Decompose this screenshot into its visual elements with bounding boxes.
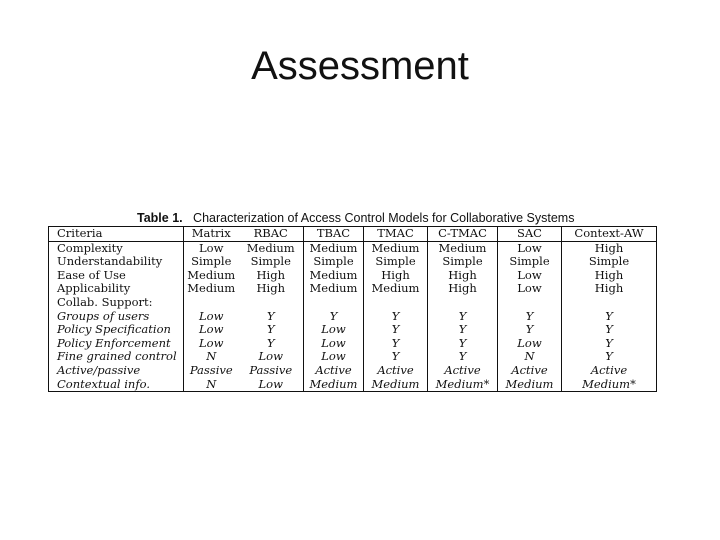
row-criterion: Collab. Support: <box>49 296 184 310</box>
table-cell: Medium <box>304 269 364 283</box>
row-criterion: Contextual info. <box>49 378 184 392</box>
table-cell: Active <box>562 364 657 378</box>
table-cell: Simple <box>191 255 232 269</box>
table-cell: Low <box>199 309 224 323</box>
table-body <box>49 241 657 392</box>
table-cell: Medium* <box>428 378 498 392</box>
table-row <box>49 337 657 351</box>
table-cell: Low <box>498 269 562 283</box>
row-criterion: Ease of Use <box>49 269 184 283</box>
row-criterion: Groups of users <box>49 310 184 324</box>
table-cell: Y <box>239 337 304 351</box>
slide-title: Assessment <box>251 44 469 88</box>
column-header: TMAC <box>364 227 428 242</box>
row-criterion: Complexity <box>49 241 184 255</box>
row-criterion: Policy Specification <box>49 323 184 337</box>
table-cell: Active <box>428 364 498 378</box>
table-cell: Y <box>428 337 498 351</box>
table-cell: Y <box>304 310 364 324</box>
table-cell: High <box>428 282 498 296</box>
table-cell: Low <box>498 282 562 296</box>
column-header: TBAC <box>304 227 364 242</box>
table-cell: Y <box>562 310 657 324</box>
table-cell: Y <box>498 310 562 324</box>
table-cell: Medium <box>364 282 428 296</box>
table-cell: Y <box>428 350 498 364</box>
table-row <box>49 350 657 364</box>
table-cell: Low <box>239 378 304 392</box>
table-cell: Simple <box>239 255 304 269</box>
table-cell <box>364 296 428 310</box>
table-cell: Active <box>304 364 364 378</box>
table-cell: Low <box>199 241 224 255</box>
table-cell: Low <box>199 336 224 350</box>
table-cell: Low <box>239 350 304 364</box>
table-cell: Y <box>239 310 304 324</box>
table-cell <box>304 296 364 310</box>
table-row <box>49 364 657 378</box>
table-row <box>49 282 657 296</box>
table-cell: Medium <box>498 378 562 392</box>
row-criterion: Understandability <box>49 255 184 269</box>
table-cell: Passive <box>239 364 304 378</box>
table-cell: High <box>562 241 657 255</box>
table-cell: Simple <box>498 255 562 269</box>
table-cell: Y <box>239 323 304 337</box>
table-cell: Simple <box>428 255 498 269</box>
table-row <box>49 323 657 337</box>
table-cell: High <box>562 282 657 296</box>
table-cell <box>498 296 562 310</box>
table-cell: Low <box>199 323 224 337</box>
table-caption-text: Characterization of Access Control Models for Collaborative Systems <box>193 211 575 225</box>
table-cell: Y <box>428 310 498 324</box>
table-cell: Low <box>304 323 364 337</box>
table-cell: Y <box>364 310 428 324</box>
table-cell: Active <box>364 364 428 378</box>
table-row <box>49 241 657 255</box>
table-cell: Medium <box>428 241 498 255</box>
column-header: C-TMAC <box>428 227 498 242</box>
table-row <box>49 255 657 269</box>
table-row <box>49 269 657 283</box>
table-cell: Medium <box>364 241 428 255</box>
table-cell: Y <box>364 350 428 364</box>
table-cell: Y <box>498 323 562 337</box>
table-cell: Low <box>304 350 364 364</box>
row-criterion: Active/passive <box>49 364 184 378</box>
table-row <box>49 296 657 310</box>
access-control-table <box>48 226 657 392</box>
table-cell: Medium <box>187 268 236 282</box>
table-cell: N <box>206 350 217 364</box>
table-cell: N <box>498 350 562 364</box>
table-container <box>48 226 656 392</box>
table-cell: Low <box>304 337 364 351</box>
table-cell: High <box>428 269 498 283</box>
table-cell: Simple <box>304 255 364 269</box>
table-cell: Medium <box>304 378 364 392</box>
table-cell: Medium <box>239 241 304 255</box>
table-cell: Y <box>364 337 428 351</box>
column-header: Matrix <box>191 226 231 240</box>
row-criterion: Policy Enforcement <box>49 337 184 351</box>
table-cell: Y <box>562 323 657 337</box>
row-criterion: Fine grained control <box>49 350 184 364</box>
table-cell: High <box>239 282 304 296</box>
table-cell: Low <box>498 337 562 351</box>
table-caption-label: Table 1. <box>137 211 183 225</box>
table-cell: Medium <box>304 282 364 296</box>
table-cell: Medium <box>364 378 428 392</box>
table-cell: Simple <box>364 255 428 269</box>
column-header: RBAC <box>239 227 304 242</box>
table-cell: Y <box>562 337 657 351</box>
table-cell: Passive <box>189 363 233 377</box>
table-row <box>49 378 657 392</box>
table-cell: Active <box>498 364 562 378</box>
table-cell: N <box>206 377 217 391</box>
column-header: SAC <box>498 227 562 242</box>
table-cell: High <box>364 269 428 283</box>
column-header: Context-AW <box>562 227 657 242</box>
row-criterion: Applicability <box>49 282 184 296</box>
table-cell: High <box>562 269 657 283</box>
column-header: Criteria <box>49 227 184 242</box>
table-cell: Medium <box>187 282 236 296</box>
table-cell: Y <box>562 350 657 364</box>
table-cell: Simple <box>562 255 657 269</box>
table-caption <box>137 211 574 225</box>
table-cell: Y <box>364 323 428 337</box>
table-cell: High <box>239 269 304 283</box>
table-cell <box>239 296 304 310</box>
table-cell: Low <box>498 241 562 255</box>
table-cell <box>184 296 239 310</box>
table-cell: Y <box>428 323 498 337</box>
table-header-row <box>49 227 657 242</box>
table-cell: Medium <box>304 241 364 255</box>
table-row <box>49 310 657 324</box>
table-cell <box>562 296 657 310</box>
table-cell: Medium* <box>562 378 657 392</box>
table-cell <box>428 296 498 310</box>
